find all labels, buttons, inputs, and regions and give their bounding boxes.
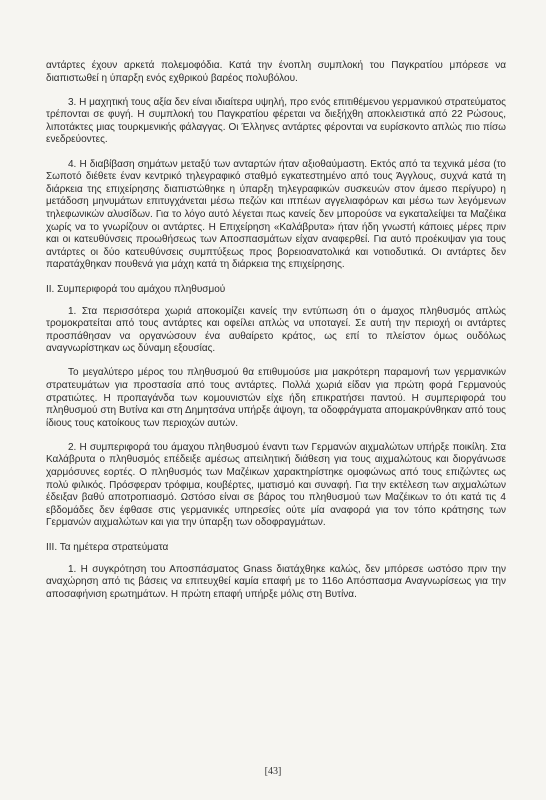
paragraph-continuation: αντάρτες έχουν αρκετά πολεμοφόδια. Κατά την ένοπλη συμπλοκή του Παγκρατίου μπόρεσε να διαπιστωθεί η ύπαρξη ενός εχθρικού βαρέος πολυβόλου. xyxy=(46,60,506,84)
paragraph-civilian-1b: Το μεγαλύτερο μέρος του πληθυσμού θα επιθυμούσε μια μακρότερη παραμονή των γερμανικών στρατευμάτων για προστασία από τους αντάρτες. Πολλά χωριά είδαν για πρώτη φορά Γερμανούς στρατιώτες. Η προπαγάνδα των κομουνιστών είχε ήδη επικρατήσει παντού. Η συμπεριφορά του πληθυσμού στη Βυτίνα και στη Δημητσάνα υπήρξε άψογη, τα οδοφράγματα απομακρύνθηκαν από τους ίδιους τους κατοίκους των περιοχών αυτών. xyxy=(46,367,506,429)
paragraph-troops-1: 1. Η συγκρότηση του Αποσπάσματος Gnass διατάχθηκε καλώς, δεν μπόρεσε ωστόσο πριν την αναχώρηση από τις βάσεις να επιτευχθεί καμία επαφή με το 116ο Απόσπασμα Αναγνωρίσεως για την αποσαφήνιση ερωτημάτων. Η πρώτη επαφή υπήρξε μόλις στη Βυτίνα. xyxy=(46,563,506,600)
page-number: [43] xyxy=(264,766,282,777)
section-heading-own-troops: ΙΙΙ. Τα ημέτερα στρατεύματα xyxy=(46,542,169,553)
paragraph-civilian-1: 1. Στα περισσότερα χωριά αποκομίζει κανείς την εντύπωση ότι ο άμαχος πληθυσμός απλώς τρομοκρατείται από τους αντάρτες και οφείλει απλώς να υποταγεί. Σε αυτή την περιοχή οι αντάρτες προσπάθησαν να οργανώσουν ένα αυθαίρετο κράτος, ως επί το πλείστον όμως ουδόλως αναγνωρίστηκαν ως δύναμη εξουσίας. xyxy=(46,305,506,355)
paragraph-point-3: 3. Η μαχητική τους αξία δεν είναι ιδιαίτερα υψηλή, προ ενός επιτιθέμενου γερμανικού στρατεύματος τρέπονται σε φυγή. Η συμπλοκή του Παγκρατίου φέρεται να διεξήχθη αποκλειστικά από 22 Ρώσους, λιποτάκτες μιας τουρκμενικής φάλαγγας. Οι Έλληνες αντάρτες φέρονται να ευρίσκοντο απλώς πιο πίσω ενεδρεύοντες. xyxy=(46,96,506,146)
paragraph-point-4: 4. Η διαβίβαση σημάτων μεταξύ των ανταρτών ήταν αξιοθαύμαστη. Εκτός από τα τεχνικά μέσα (το Σωποτό διέθετε έναν κεντρικό τηλεγραφικό σταθμό εγκατεστημένο από τους Άγγλους, συχνά κατά τη διάρκεια της επιχείρησης διαπιστώθηκε η ύπαρξη τηλεγραφικών συσκευών στον άμεσο περίγυρο) η μετάδοση μηνυμάτων επιτυγχάνεται μέσω πεζών και ιππέων αγγελιαφόρων και μέσω των λεγόμενων τηλεφωνικών αλυσίδων. Για το λόγο αυτό λέγεται πως κανείς δεν μπορούσε να εγκαταλείψει τα Μαζέικα χωρίς να το γνωρίζουν οι αντάρτες. Η Επιχείρηση «Καλάβρυτα» ήταν ήδη γνωστή κάποιες μέρες πριν και οι κατευθύνσεις προωθήσεως των Αποσπασμάτων είχαν αναφερθεί. Για αυτό προέκυψαν για τους αντάρτες οι δύο κατευθύνσεις συμπτύξεως προς βορειοανατολικά και νοτιοδυτικά. Οι αντάρτες δεν παρατάχθηκαν πουθενά για μάχη κατά τη διάρκεια της επιχείρησης. xyxy=(46,158,506,271)
section-heading-civilian-behavior: ΙΙ. Συμπεριφορά του αμάχου πληθυσμού xyxy=(46,283,226,295)
paragraph-civilian-2: 2. Η συμπεριφορά του άμαχου πληθυσμού έναντι των Γερμανών αιχμαλώτων υπήρξε ποικίλη. Στα Καλάβρυτα ο πληθυσμός επέδειξε αμέσως απειλητική διάθεση για τους αιχμαλώτους και διοργάνωσε χαρμόσυνες εορτές. Ο πληθυσμός των Μαζέικων χαρακτηρίστηκε ομοφώνως από τους επιζώντες ως πολύ φιλικός. Πρόσφεραν τρόφιμα, κουβέρτες, ιματισμό και συναφή. Για την εκτέλεση των αιχμαλώτων έδειξαν βαθύ αποτροπιασμό. Ωστόσο είναι σε βάρος του πληθυσμού των Μαζέικων το ότι κατά τις 4 εβδομάδες δεν έφθασε στις γερμανικές υπηρεσίες ούτε μία αναφορά για τον τόπο κράτησης των Γερμανών αιχμαλώτων και για την ύπαρξη των οδοφραγμάτων. xyxy=(46,441,506,529)
document-body xyxy=(46,60,506,601)
